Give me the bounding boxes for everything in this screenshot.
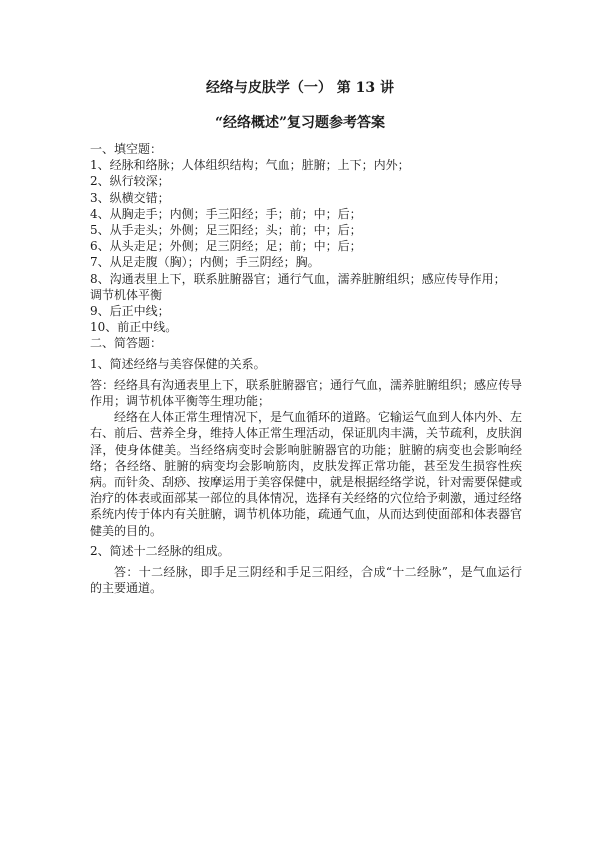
document-subtitle: “经络概述”复习题参考答案 — [214, 115, 386, 131]
question-1: 1、简述经络与美容保健的关系。 — [90, 356, 266, 371]
answer-line: 7、从足走腹（胸）；内侧；手三阴经；胸。 — [90, 255, 320, 270]
document-body — [90, 141, 522, 596]
question-2: 2、简述十二经脉的组成。 — [90, 543, 230, 558]
answer-1-paragraph-2: 经络在人体正常生理情况下，是气血循环的道路。它输运气血到人体内外、左右、前后、营养全身，维持人体正常生理活动，保证肌肉丰满，关节疏利，皮肤润泽，使身体健美。当经络病变时会影响脏腑器官的功能；脏腑的病变也会影响经络；各经络、脏腑的病变均会影响筋肉，皮肤发挥正常功能，甚至发生损容性疾病。而针灸、刮痧、按摩运用于美容保健中，就是根据经络学说，针对需要保健或治疗的体表或面部某一部位的具体情况，选择有关经络的穴位给予刺激，通过经络系统内传于体内有关脏腑，调节机体功能，疏通气血，从而达到使面部和体表器官健美的目的。 — [90, 410, 523, 538]
answer-line: 8、沟通表里上下，联系脏腑器官；通行气血，濡养脏腑组织；感应传导作用； — [90, 271, 506, 286]
answer-line: 1、经脉和络脉；人体组织结构；气血；脏腑；上下；内外； — [90, 158, 410, 173]
answer-line: 3、纵横交错； — [90, 190, 170, 205]
answer-1-paragraph-1: 答：经络具有沟通表里上下，联系脏腑器官；通行气血，濡养脏腑组织；感应传导作用；调节机体平衡等生理功能； — [90, 377, 523, 409]
section-heading-fill-in: 一、填空题： — [90, 142, 163, 156]
answer-line: 10、前正中线。 — [90, 320, 178, 335]
answer-line: 9、后正中线； — [90, 304, 170, 319]
answer-line: 2、纵行较深； — [90, 174, 170, 189]
section-heading-short-answer: 二、简答题： — [90, 336, 163, 351]
answer-line: 调节机体平衡 — [90, 287, 163, 302]
document-title: 经络与皮肤学（一） 第 13 讲 — [205, 80, 395, 96]
answer-2-paragraph: 答：十二经脉，即手足三阴经和手足三阳经，合成“十二经脉”，是气血运行的主要通道。 — [90, 565, 522, 596]
answer-line: 6、从头走足；外侧；足三阴经；足；前；中；后； — [90, 239, 362, 254]
answer-line: 5、从手走头；外侧；足三阳经；头；前；中；后； — [90, 223, 362, 238]
answer-line: 4、从胸走手；内侧；手三阳经；手；前；中；后； — [90, 206, 362, 221]
